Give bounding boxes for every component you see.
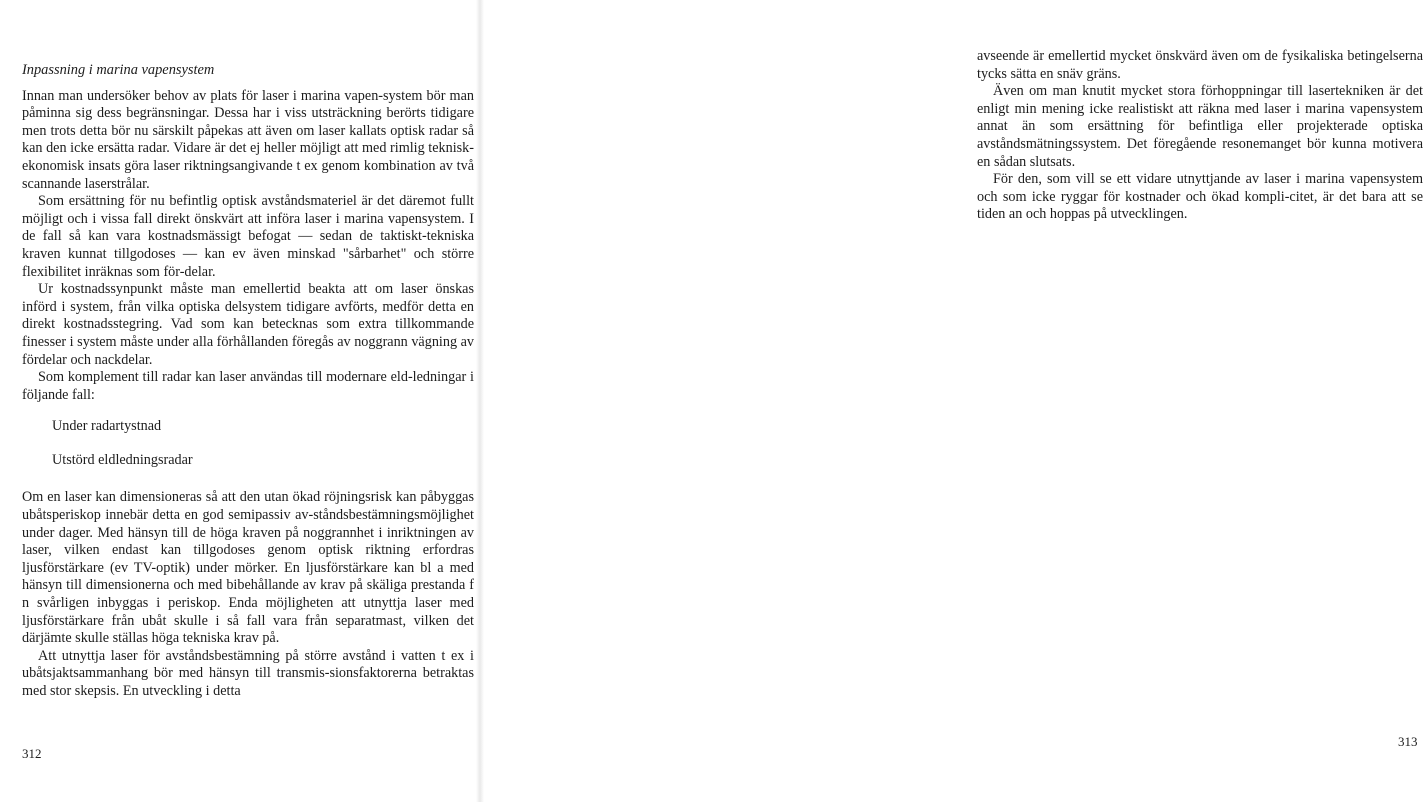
- paragraph: Att utnyttja laser för avståndsbestämning på större avstånd i vatten t ex i ubåtsjaktsammanhang bör med hänsyn till transmis-sionsfaktorerna betraktas med stor skepsis. En utveckling i detta: [22, 647, 474, 699]
- paragraph: Om en laser kan dimensioneras så att den utan ökad röjningsrisk kan påbyggas ubåtsperiskop innebär detta en god semipassiv av-ståndsbestämningsmöjlighet under dager. Med hänsyn till de höga kraven på noggrannhet i inriktningen av laser, vilken endast kan tillgodoses genom optisk riktning erfordras ljusförstärkare (ev TV-optik) under mörker. En ljusförstärkare kan bl a med hänsyn till dimensionerna och med bibehållande av krav på skäliga prestanda f n svårligen inbyggas i periskop. Enda möjligheten att utnyttja laser med ljusförstärkare från ubåt skulle i så fall vara från separatmast, vilken det därjämte skulle ställas höga tekniska krav på.: [22, 489, 474, 647]
- paragraph: Som ersättning för nu befintlig optisk avståndsmateriel är det däremot fullt möjligt och i vissa fall direkt önskvärt att införa laser i marina vapensystem. I de fall så kan vara kostnadsmässigt befogat — sedan de taktiskt-tekniska kraven kunnat tillgodoses — kan ev även minskad "sårbarhet" och större flexibilitet inräknas som för-delar.: [22, 193, 474, 280]
- paragraph: Ur kostnadssynpunkt måste man emellertid beakta att om laser önskas införd i system, från vilka optiska delsystem tidigare avförts, medför detta en direkt kostnadsstegring. Vad som kan betecknas som extra tillkommande finesser i system måste under alla förhållanden föregås av noggrann vägning av fördelar och nackdelar.: [22, 281, 474, 368]
- right-page: [480, 0, 1423, 802]
- list: [52, 418, 474, 469]
- left-page-text: [22, 62, 474, 701]
- left-page: [0, 0, 480, 802]
- page-number: 313: [1398, 734, 1418, 749]
- paragraph: Som komplement till radar kan laser användas till modernare eld-ledningar i följande fall:: [22, 369, 474, 403]
- list-item: Utstörd eldledningsradar: [52, 451, 193, 468]
- paragraph: För den, som vill se ett vidare utnyttjande av laser i marina vapensystem och som icke ryggar för kostnader och ökad kompli-citet, är det bara att se tiden an och hoppas på utvecklingen.: [977, 171, 1423, 223]
- paragraph: Innan man undersöker behov av plats för laser i marina vapen-system bör man påminna sig dess begränsningar. Dessa har i viss utsträckning berörts tidigare men trots detta bör nu särskilt påpekas att även om laser kallats optisk radar så kan den icke ersätta radar. Vidare är det ej heller möjligt att med rimlig teknisk-ekonomisk insats göra laser riktningsangivande t ex genom kombination av två scannande laserstrålar.: [22, 87, 474, 192]
- paragraph: avseende är emellertid mycket önskvärd även om de fysikaliska betingelserna tycks sätta en snäv gräns.: [977, 48, 1423, 82]
- section-heading: Inpassning i marina vapensystem: [22, 62, 215, 78]
- right-page-text: [977, 48, 1423, 224]
- list-item: Under radartystnad: [52, 418, 162, 435]
- page-number: 312: [22, 746, 42, 761]
- paragraph: Även om man knutit mycket stora förhoppningar till lasertekniken är det enligt min mening icke realistiskt att räkna med laser i marina vapensystem annat än som ersättning för befintliga eller projekterade optiska avståndsmätningssystem. Det föregående resonemanget bör kunna motivera en sådan slutsats.: [977, 83, 1423, 170]
